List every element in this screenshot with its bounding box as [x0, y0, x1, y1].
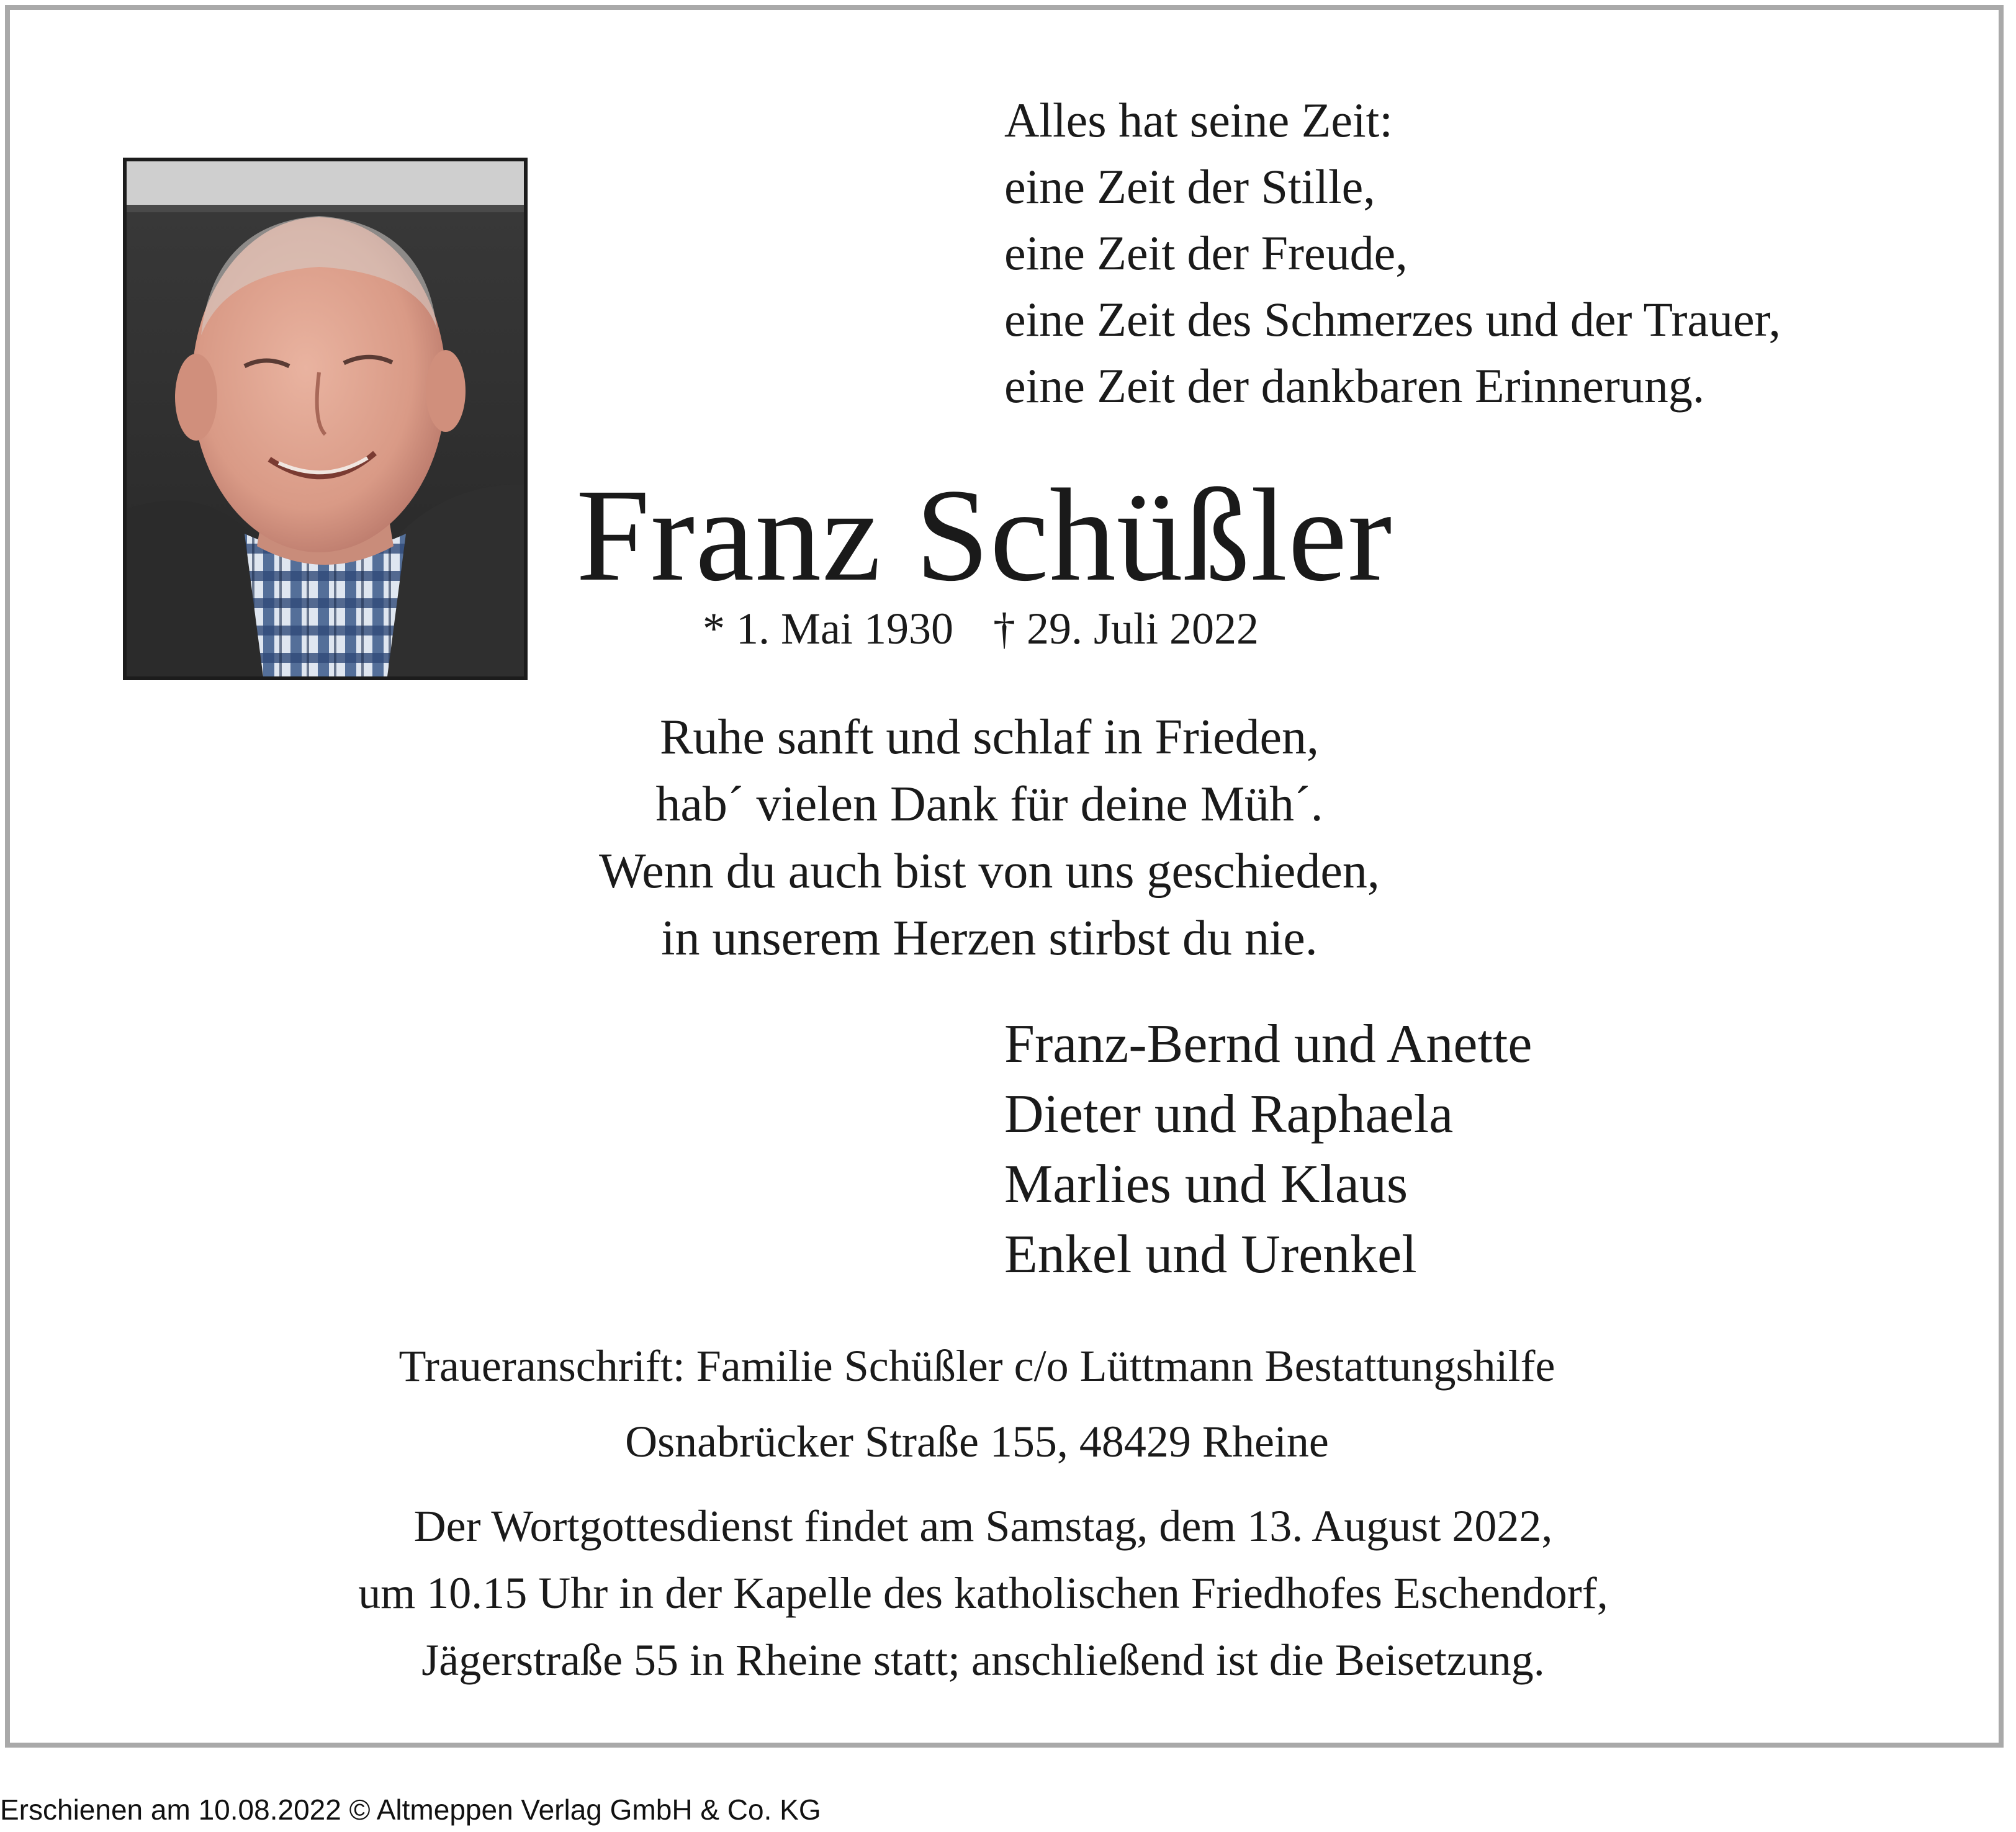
address-line: Osnabrücker Straße 155, 48429 Rheine	[625, 1417, 1329, 1466]
deceased-name: Franz Schüßler	[576, 462, 1393, 609]
life-dates	[703, 601, 1259, 657]
opening-poem	[1004, 87, 1781, 419]
poem-line: eine Zeit der dankbaren Erinnerung.	[1004, 359, 1705, 413]
verse-line: Wenn du auch bist von uns geschieden,	[599, 844, 1380, 899]
poem-line: eine Zeit des Schmerzes und der Trauer,	[1004, 292, 1781, 346]
verse-line: in unserem Herzen stirbst du nie.	[661, 911, 1318, 966]
mourner-line: Enkel und Urenkel	[1004, 1224, 1417, 1285]
mourner-line: Dieter und Raphaela	[1004, 1084, 1454, 1144]
mourning-address	[0, 1328, 2016, 1480]
portrait-photo	[123, 158, 528, 680]
verse-line: Ruhe sanft und schlaf in Frieden,	[660, 710, 1319, 765]
memorial-verse	[0, 704, 2016, 972]
poem-line: Alles hat seine Zeit:	[1004, 93, 1393, 147]
portrait-image	[127, 161, 524, 676]
verse-line: hab´ vielen Dank für deine Müh´.	[655, 777, 1323, 832]
service-line: Der Wortgottesdienst findet am Samstag, dem 13. August 2022,	[413, 1501, 1553, 1551]
poem-line: eine Zeit der Stille,	[1004, 159, 1375, 213]
service-line: um 10.15 Uhr in der Kapelle des katholischen Friedhofes Eschendorf,	[358, 1568, 1608, 1618]
service-line: Jägerstraße 55 in Rheine statt; anschließend ist die Beisetzung.	[421, 1635, 1545, 1685]
publication-footer: Erschienen am 10.08.2022 © Altmeppen Verlag GmbH & Co. KG	[0, 1794, 821, 1826]
mourners-list	[1004, 1009, 1532, 1290]
address-line: Traueranschrift: Familie Schüßler c/o Lüttmann Bestattungshilfe	[398, 1341, 1555, 1391]
death-date: † 29. Juli 2022	[992, 604, 1259, 653]
service-details	[0, 1493, 2016, 1694]
poem-line: eine Zeit der Freude,	[1004, 226, 1408, 280]
birth-date: * 1. Mai 1930	[703, 604, 953, 653]
mourner-line: Franz-Bernd und Anette	[1004, 1014, 1532, 1074]
mourner-line: Marlies und Klaus	[1004, 1154, 1408, 1215]
